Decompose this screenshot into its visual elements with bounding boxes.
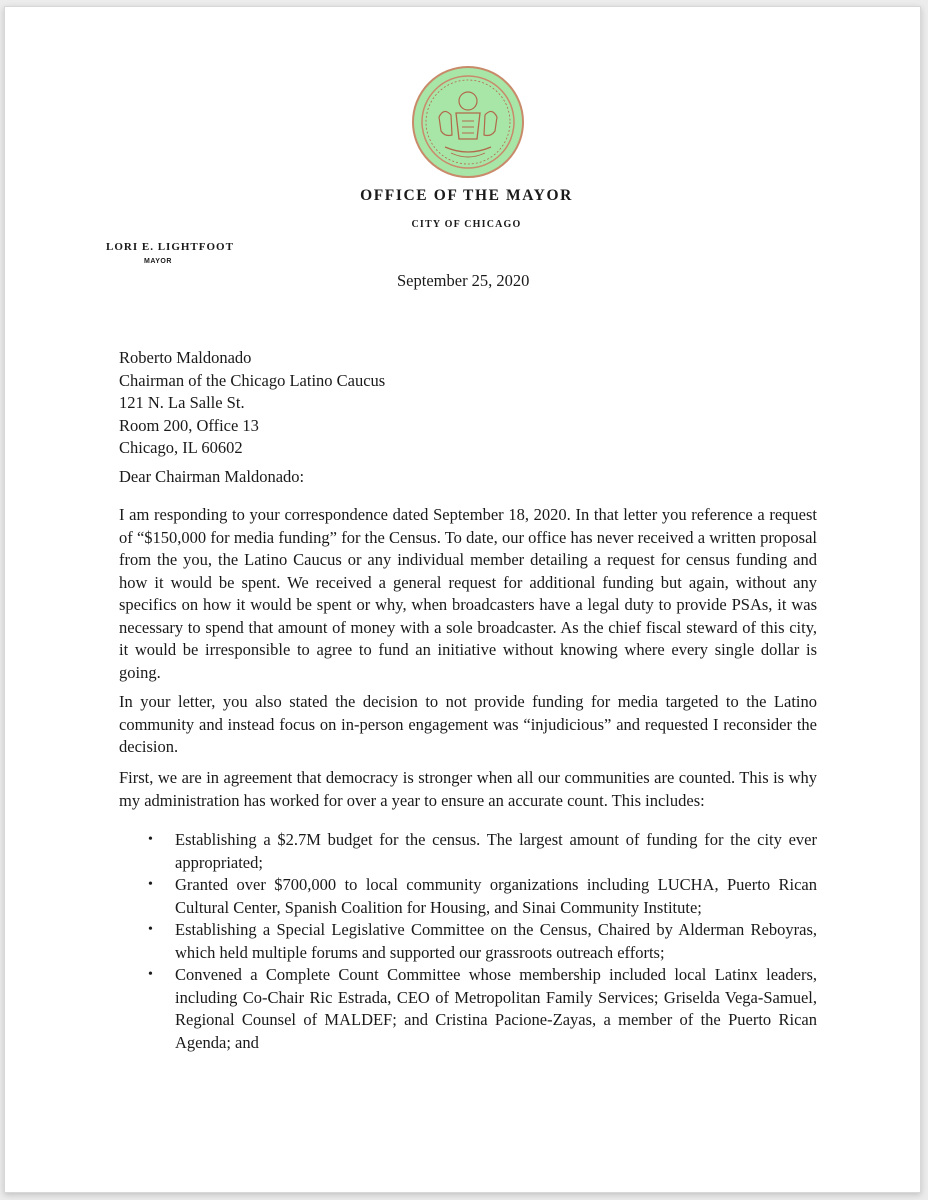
bullet-icon: • — [148, 922, 153, 937]
recipient-title: Chairman of the Chicago Latino Caucus — [119, 370, 386, 390]
letterhead-city: CITY OF CHICAGO — [411, 219, 522, 230]
list-item — [119, 874, 817, 919]
mayor-name: LORI E. LIGHTFOOT — [106, 241, 234, 253]
recipient-address — [119, 347, 385, 460]
bullet-icon: • — [148, 967, 153, 982]
list-item — [119, 919, 817, 964]
letter-page — [4, 6, 921, 1193]
list-item-text: Establishing a $2.7M budget for the census. The largest amount of funding for the city ever appropriated; — [175, 830, 817, 872]
bullet-icon: • — [148, 877, 153, 892]
body-paragraph: I am responding to your correspondence dated September 18, 2020. In that letter you reference a request of “$150,000 for media funding” for the Census. To date, our office has never received a written proposal from the you, the Latino Caucus or any individual member detailing a request for census funding and how it would be spent. We received a general request for additional funding but again, without any specifics on how it would be spent or why, when broadcasters have a legal duty to provide PSAs, it was necessary to spend that amount of money with a sole broadcaster. As the chief fiscal steward of this city, it would be irresponsible to agree to fund an initiative without knowing where every single dollar is going. — [119, 505, 817, 682]
list-item — [119, 964, 817, 1054]
salutation: Dear Chairman Maldonado: — [119, 467, 305, 486]
recipient-room: Room 200, Office 13 — [119, 415, 259, 435]
body-paragraph: First, we are in agreement that democracy is stronger when all our communities are counted. This is why my administration has worked for over a year to ensure an accurate count. This includes: — [119, 768, 817, 810]
recipient-city: Chicago, IL 60602 — [119, 438, 243, 457]
city-seal-icon — [411, 65, 525, 179]
body-paragraph: In your letter, you also stated the decision to not provide funding for media targeted to the Latino community and instead focus on in-person engagement was “injudicious” and requested I reconsider the decision. — [119, 692, 817, 756]
list-item-text: Convened a Complete Count Committee whose membership included local Latinx leaders, including Co-Chair Ric Estrada, CEO of Metropolitan Family Services; Griselda Vega-Samuel, Regional Counsel of MALDEF; and Cristina Pacione-Zayas, a member of the Puerto Rican Agenda; and — [175, 965, 817, 1052]
list-item — [119, 829, 817, 874]
bullet-icon: • — [148, 832, 153, 847]
mayor-title: MAYOR — [144, 258, 172, 265]
letterhead-office: OFFICE OF THE MAYOR — [360, 187, 573, 204]
letter-date: September 25, 2020 — [397, 271, 530, 290]
list-item-text: Establishing a Special Legislative Committee on the Census, Chaired by Alderman Reboyras, which held multiple forums and supported our grassroots outreach efforts; — [175, 920, 817, 962]
accomplishments-list — [119, 829, 817, 1054]
recipient-name: Roberto Maldonado — [119, 348, 252, 367]
recipient-street: 121 N. La Salle St. — [119, 393, 245, 412]
list-item-text: Granted over $700,000 to local community organizations including LUCHA, Puerto Rican Cultural Center, Spanish Coalition for Housing, and Sinai Community Institute; — [175, 875, 817, 917]
